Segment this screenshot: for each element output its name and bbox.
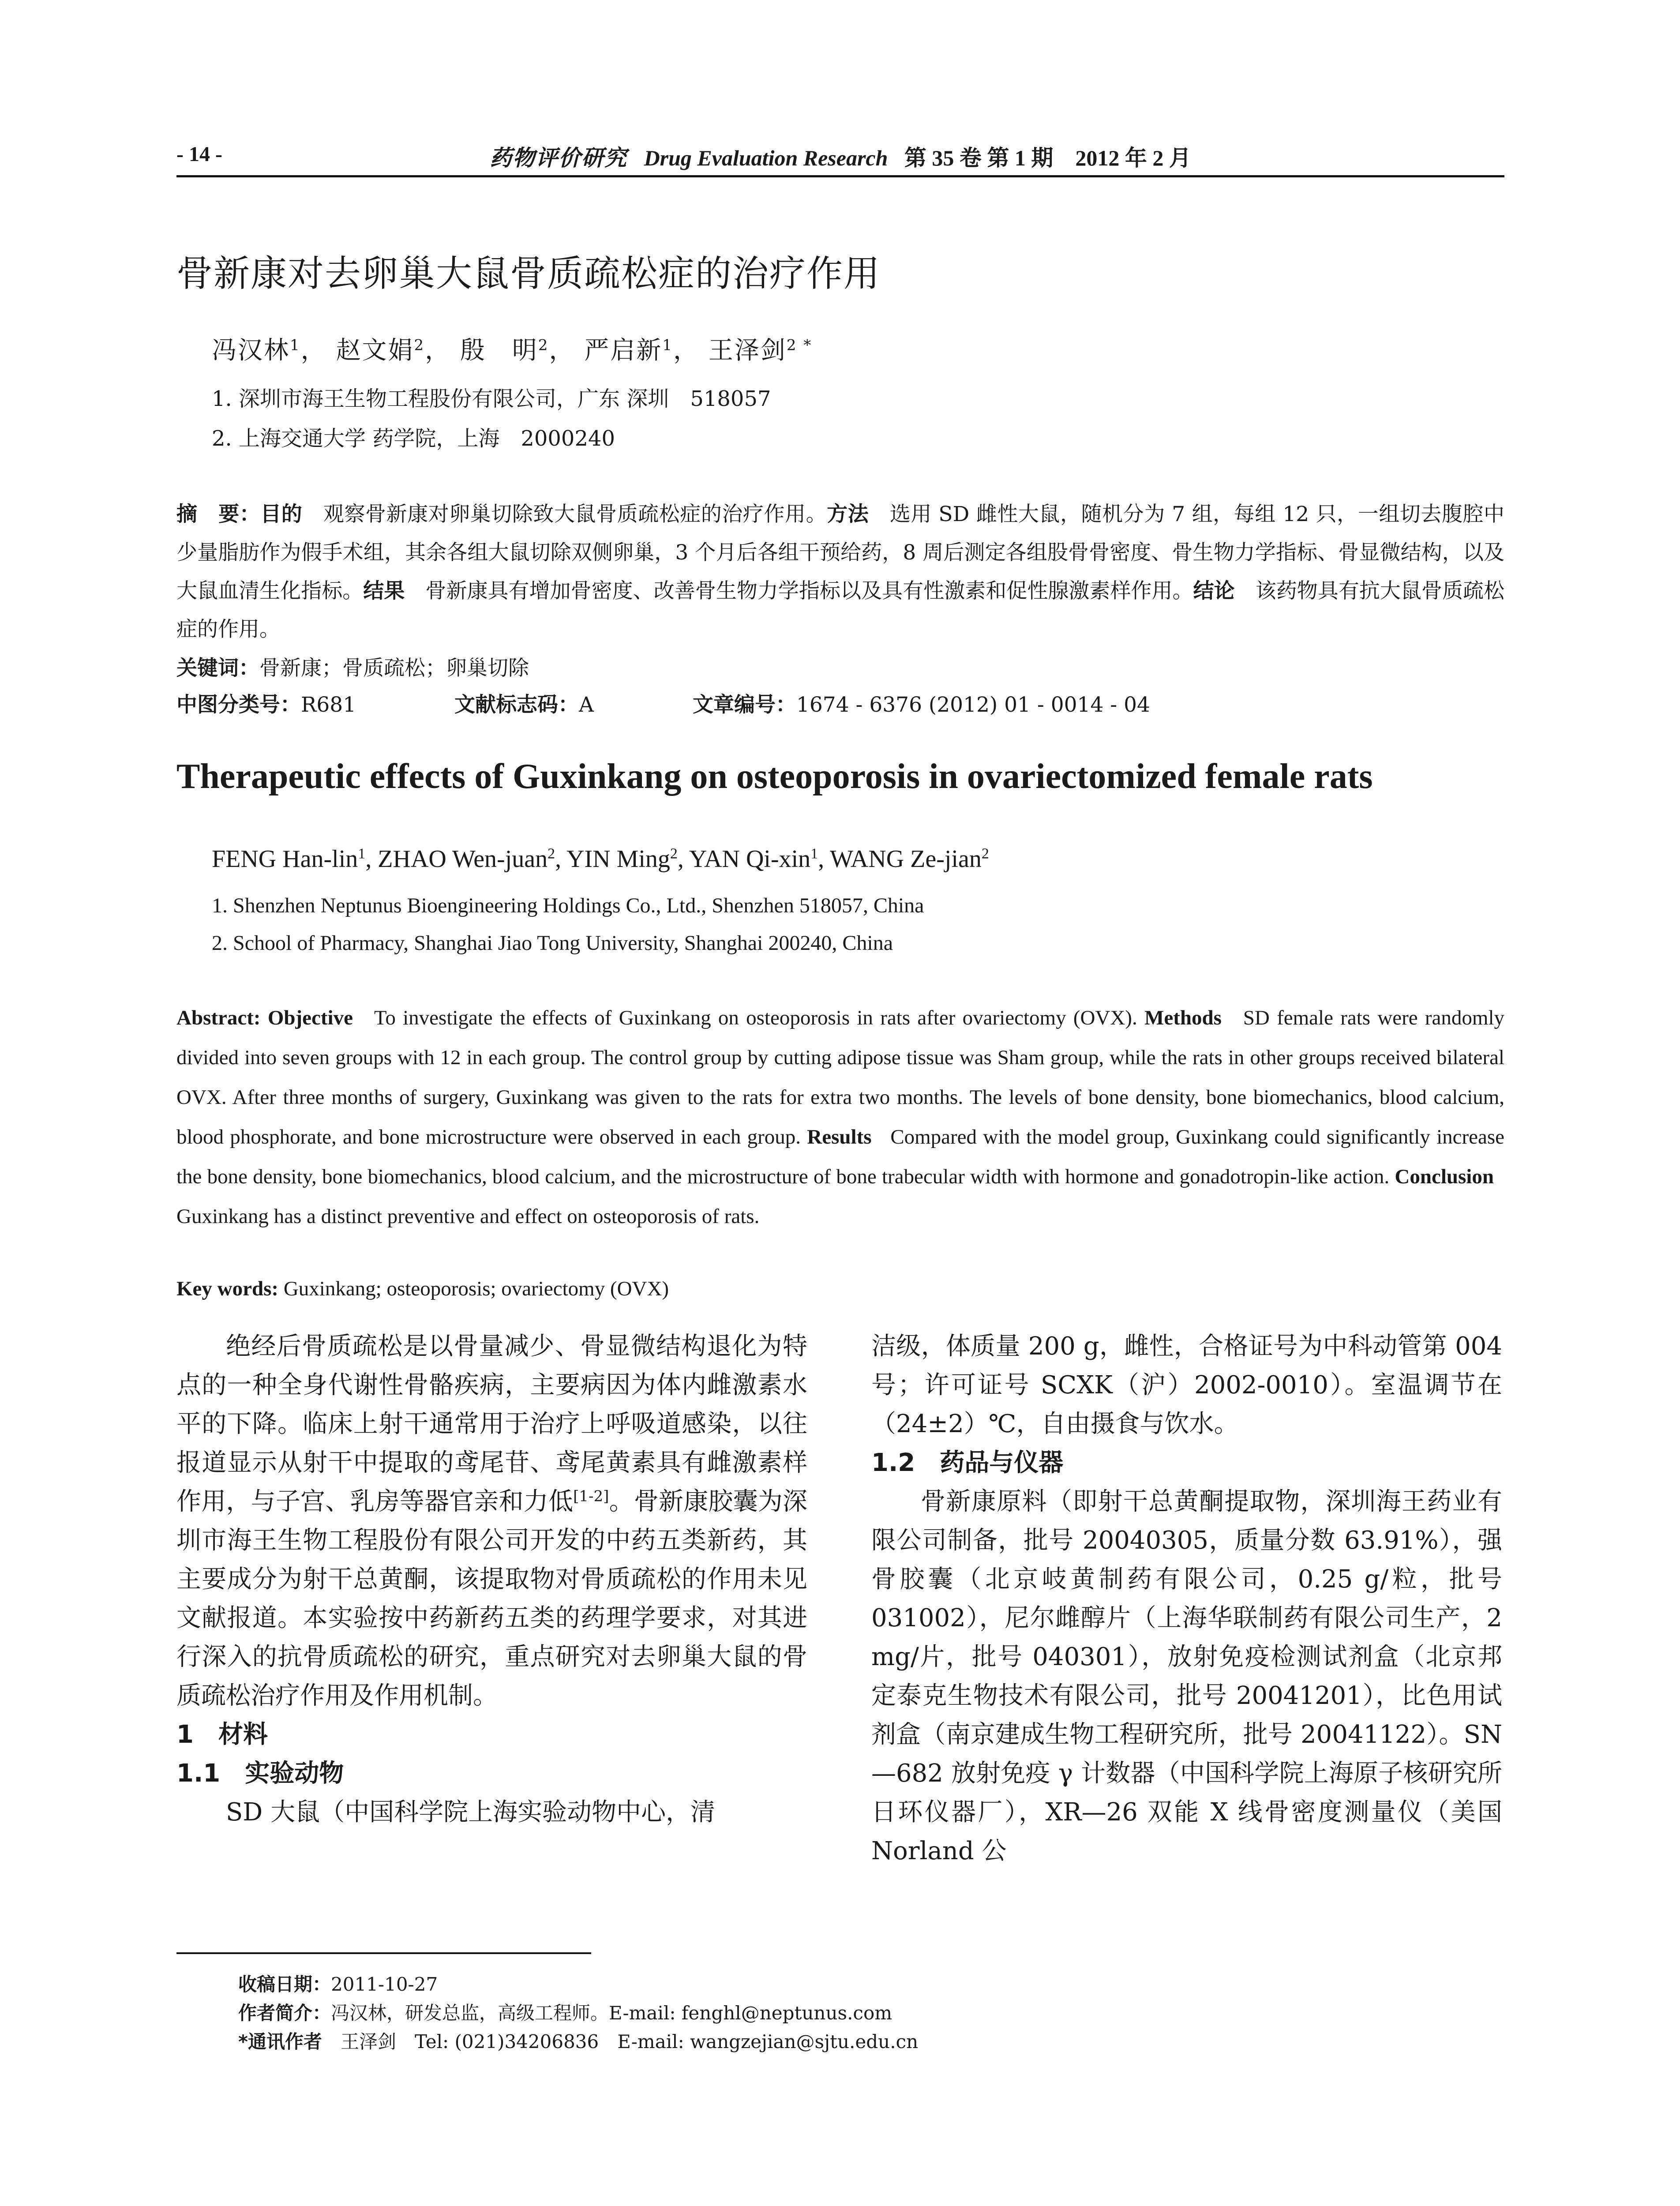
drugs-paragraph: 骨新康原料（即射干总黄酮提取物，深圳海王药业有限公司制备，批号 20040305，质量分数 63.91%），强骨胶囊（北京岐黄制药有限公司，0.25 g/粒，批号 031002），尼尔雌醇片（上海华联制药有限公司生产，2 mg/片，批号 040301），放射免疫检测试剂盒（北京邦定泰克生物技术有限公司，批号 20041201），比色用试剂盒（南京建成生物工程研究所，批号 20041122）。SN—682 放射免疫 γ 计数器（中国科学院上海原子核研究所日环仪器厂），XR—26 双能 X 线骨密度测量仪（美国 Norland 公 — [871, 1487, 1502, 1865]
authors-cn: 冯汉林$^1$， 赵文娟$^2$， 殷 明$^2$， 严启新$^1$， 王泽剑$^{2 *}$ — [212, 336, 813, 365]
running-header — [176, 140, 1504, 176]
citation: [1-2] — [573, 1487, 609, 1505]
affiliation-cn-2: 2. 上海交通大学 药学院，上海 2000240 — [212, 426, 615, 451]
abstract-cn: 摘 要：目的 观察骨新康对卵巢切除致大鼠骨质疏松症的治疗作用。方法 选用 SD 雌性大鼠，随机分为 7 组，每组 12 只，一组切去腹腔中少量脂肪作为假手术组，其余各组大鼠切除双侧卵巢，3 个月后各组干预给药，8 周后测定各组股骨骨密度、骨生物力学指标、骨显微结构，以及大鼠血清生化指标。结果 骨新康具有增加骨密度、改善骨生物力学指标以及具有性激素和促性腺激素样作用。结论 该药物具有抗大鼠骨质疏松症的作用。 — [176, 502, 1505, 642]
journal-logo-cn: 药物评价研究 — [490, 146, 628, 170]
clc-number: 中图分类号：R681 — [176, 693, 356, 717]
page-number: - 14 - — [176, 143, 222, 166]
article-number: 文章编号：1674 - 6376 (2012) 01 - 0014 - 04 — [693, 693, 1150, 717]
intro-paragraph: 绝经后骨质疏松是以骨量减少、骨显微结构退化为特点的一种全身代谢性骨骼疾病，主要病因为体内雌激素水平的下降。临床上射干通常用于治疗上呼吸道感染，以往报道显示从射干中提取的鸢尾苷、鸢尾黄素具有雌激素样作用，与子宫、乳房等器官亲和力低[1-2]。骨新康胶囊为深圳市海王生物工程股份有限公司开发的中药五类新药，其主要成分为射干总黄酮，该提取物对骨质疏松的作用未见文献报道。本实验按中药新药五类的药理学要求，对其进行深入的抗骨质疏松的研究，重点研究对去卵巢大鼠的骨质疏松治疗作用及作用机制。 — [176, 1332, 808, 1710]
abstract-en: Abstract: Objective To investigate the effects of Guxinkang on osteoporosis in rats after ovariectomy (OVX). Methods SD female rats were randomly divided into seven groups with 12 in each group. The control group by cutting adipose tissue was Sham group, while the rats in other groups received bilateral OVX. After three months of surgery, Guxinkang was given to the rats for extra two months. The levels of bone density, bone biomechanics, blood calcium, blood phosphorate, and bone microstructure were observed in each group. Results Compared with the model group, Guxinkang could significantly increase the bone density, bone biomechanics, blood calcium, and the microstructure of bone trabecular width with hormone and gonadotropin-like action. Conclusion Guxinkang has a distinct preventive and effect on osteoporosis of rats. — [176, 1006, 1505, 1228]
body-right-column — [871, 1327, 1502, 1871]
author-cn: 冯汉林$^1$ — [212, 336, 301, 365]
animals-paragraph-cont: 洁级，体质量 200 g，雌性，合格证号为中科动管第 004 号；许可证号 SCXK（沪）2002-0010）。室温调节在（24±2）℃，自由摄食与饮水。 — [871, 1332, 1502, 1438]
author-cn: 赵文娟$^2$ — [336, 336, 425, 365]
author-en: ZHAO Wen-juan$^2$ — [378, 845, 555, 873]
affiliation-cn-1: 1. 深圳市海王生物工程股份有限公司，广东 深圳 518057 — [212, 386, 771, 411]
author-cn: 严启新$^1$ — [584, 336, 673, 365]
animals-paragraph: SD 大鼠（中国科学院上海实验动物中心，清 — [226, 1798, 716, 1827]
body-left-column — [176, 1327, 807, 1832]
header-rule — [176, 175, 1504, 177]
author-en: YIN Ming$^2$ — [566, 845, 678, 873]
author-cn: 殷 明$^2$ — [460, 336, 549, 365]
author-en: YAN Qi-xin$^1$ — [689, 845, 818, 873]
footnote-received: 收稿日期：2011-10-27 — [238, 1973, 438, 1995]
keywords-en: Key words: Guxinkang; osteoporosis; ovariectomy (OVX) — [176, 1277, 669, 1300]
authors-en: FENG Han-lin$^1$, ZHAO Wen-juan$^2$, YIN Ming$^2$, YAN Qi-xin$^1$, WANG Ze-jian$^2$ — [212, 845, 989, 873]
journal-line — [176, 140, 1504, 172]
footnote-corresponding: *通讯作者 王泽剑 Tel: (021)34206836 E-mail: wangzejian@sjtu.edu.cn — [238, 2031, 919, 2052]
title-cn: 骨新康对去卵巢大鼠骨质疏松症的治疗作用 — [176, 253, 881, 295]
keywords-cn: 关键词：骨新康；骨质疏松；卵巢切除 — [176, 656, 529, 680]
author-en: WANG Ze-jian$^2$ — [830, 845, 989, 873]
section-heading: 1 材料 — [176, 1720, 268, 1749]
affiliation-en-2: 2. School of Pharmacy, Shanghai Jiao Tong University, Shanghai 200240, China — [212, 931, 893, 955]
journal-name-en: Drug Evaluation Research — [644, 146, 888, 170]
subsection-heading: 1.2 药品与仪器 — [871, 1448, 1064, 1477]
affiliation-en-1: 1. Shenzhen Neptunus Bioengineering Holdings Co., Ltd., Shenzhen 518057, China — [212, 894, 924, 917]
footnote-author: 作者简介：冯汉林，研发总监，高级工程师。E-mail: fenghl@neptunus.com — [238, 2002, 892, 2024]
document-code: 文献标志码：A — [454, 693, 594, 717]
footnote-rule — [176, 1952, 591, 1954]
title-en: Therapeutic effects of Guxinkang on osteoporosis in ovariectomized female rats — [176, 757, 1373, 796]
issue-info: 第 35 卷 第 1 期 2012 年 2 月 — [904, 146, 1191, 170]
subsection-heading: 1.1 实验动物 — [176, 1759, 344, 1788]
author-en: FENG Han-lin$^1$ — [212, 845, 366, 873]
author-cn: 王泽剑$^{2 *}$ — [708, 336, 813, 365]
